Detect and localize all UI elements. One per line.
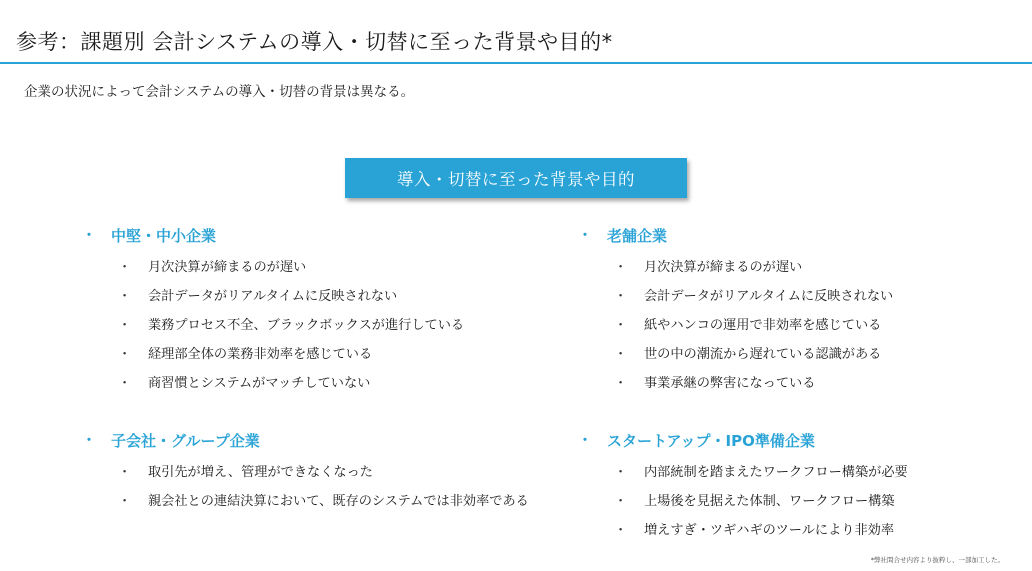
list-item-text: 経理部全体の業務非効率を感じている [148,347,373,362]
item-bullet: ・ [614,347,628,362]
banner-label: 導入・切替に至った背景や目的 [397,170,635,189]
item-bullet: ・ [614,523,628,538]
item-bullet: ・ [614,494,628,509]
list-item [82,311,464,340]
item-bullet: ・ [614,465,628,480]
section-item-list [578,458,908,545]
section-banner [345,158,687,198]
item-bullet: ・ [118,289,132,304]
section-item-list [82,458,548,516]
list-item-text: 世の中の潮流から遅れている認識がある [644,347,882,362]
section-startup-ipo-enterprise [578,428,908,545]
item-bullet: ・ [614,318,628,333]
title-divider [0,62,1032,64]
section-item-list [82,253,464,398]
list-item [578,516,908,545]
section-heading [82,428,548,452]
list-item [82,369,464,398]
section-heading-label: 老舗企業 [607,226,668,245]
section-item-list [578,253,893,398]
section-heading [578,428,908,452]
list-item-text: 業務プロセス不全、ブラックボックスが進行している [148,318,465,333]
list-item-text: 月次決算が締まるのが遅い [644,260,803,275]
list-item [82,253,464,282]
section-heading-label: 中堅・中小企業 [111,226,217,245]
list-item [578,311,893,340]
list-item [82,340,464,369]
section-mid-small-enterprise [82,223,464,398]
list-item [82,458,548,487]
section-long-established-enterprise [578,223,893,398]
list-item-text: 内部統制を踏まえたワークフロー構築が必要 [644,465,908,480]
list-item [578,253,893,282]
list-item-text: 取引先が増え、管理ができなくなった [148,465,373,480]
list-item [82,282,464,311]
list-item-text: 商習慣とシステムがマッチしていない [148,376,371,391]
list-item-text: 月次決算が締まるのが遅い [148,260,307,275]
item-bullet: ・ [118,347,132,362]
footnote: *弊社問合せ内容より抜粋し、一部加工した。 [870,556,1004,564]
item-bullet: ・ [118,318,132,333]
item-bullet: ・ [118,465,132,480]
item-bullet: ・ [118,376,132,391]
section-bullet: ・ [578,433,592,449]
list-item [578,458,908,487]
page-subtitle: 企業の状況によって会計システムの導入・切替の背景は異なる。 [24,84,415,100]
list-item [578,487,908,516]
list-item-text: 会計データがリアルタイムに反映されない [644,289,894,304]
list-item-text: 会計データがリアルタイムに反映されない [148,289,398,304]
item-bullet: ・ [614,289,628,304]
item-bullet: ・ [118,260,132,275]
list-item [578,340,893,369]
section-subsidiary-group-enterprise [82,428,548,516]
section-bullet: ・ [578,228,592,244]
list-item-text: 増えすぎ・ツギハギのツールにより非効率 [644,523,895,538]
list-item-text: 上場後を見据えた体制、ワークフロー構築 [644,494,895,509]
list-item [578,282,893,311]
section-heading [82,223,464,247]
list-item-text: 紙やハンコの運用で非効率を感じている [644,318,882,333]
page-title: 参考：課題別 会計システムの導入・切替に至った背景や目的* [16,30,613,54]
section-bullet: ・ [82,228,96,244]
list-item [578,369,893,398]
item-bullet: ・ [118,494,132,509]
section-heading-label: スタートアップ・IPO準備企業 [607,431,815,450]
list-item-text: 事業承継の弊害になっている [644,376,816,391]
item-bullet: ・ [614,260,628,275]
list-item-text: 親会社との連結決算において、既存のシステムでは非効率である [148,494,529,509]
list-item [82,487,548,516]
section-heading-label: 子会社・グループ企業 [111,431,260,450]
section-heading [578,223,893,247]
section-bullet: ・ [82,433,96,449]
item-bullet: ・ [614,376,628,391]
